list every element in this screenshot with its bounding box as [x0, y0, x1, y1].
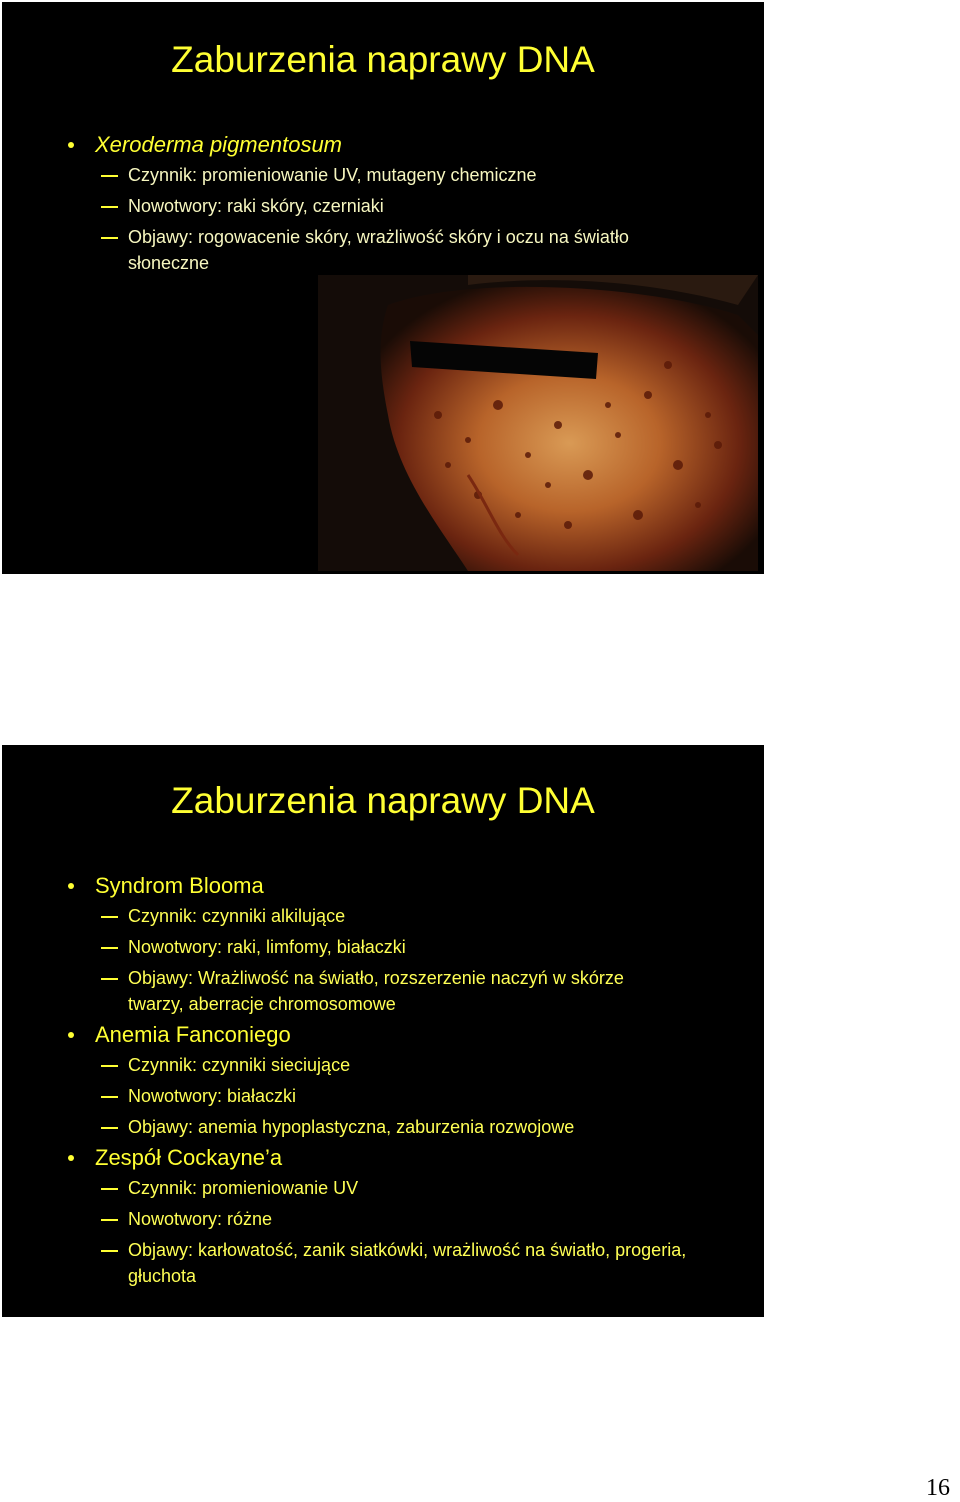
sub-tumors: Nowotwory: białaczki — [2, 1083, 742, 1109]
sub-tumors: Nowotwory: raki, limfomy, białaczki — [2, 934, 742, 960]
sub-symptoms: Objawy: Wrażliwość na światło, rozszerzenie naczyń w skórze twarzy, aberracje chromosomowe — [2, 965, 658, 1017]
sub-factor: Czynnik: czynniki sieciujące — [2, 1052, 742, 1078]
sub-tumors: Nowotwory: różne — [2, 1206, 742, 1232]
slide-xeroderma — [2, 2, 764, 574]
face-photo-illustration — [318, 275, 758, 571]
page-number: 16 — [926, 1475, 950, 1501]
sub-factor: Czynnik: promieniowanie UV, mutageny chemiczne — [2, 162, 742, 188]
sub-symptoms: Objawy: rogowacenie skóry, wrażliwość skóry i oczu na światło słoneczne — [2, 224, 648, 276]
slide-title: Zaburzenia naprawy DNA — [171, 39, 595, 80]
bullet-zespol-cockaynea: Zespół Cockayne’a — [2, 1143, 742, 1173]
sub-tumors: Nowotwory: raki skóry, czerniaki — [2, 193, 742, 219]
bullet-xeroderma-pigmentosum: Xeroderma pigmentosum — [2, 130, 742, 160]
patient-face-photo — [318, 275, 758, 571]
sub-factor: Czynnik: czynniki alkilujące — [2, 903, 742, 929]
slide-bloom-fanconi-cockayne — [2, 745, 764, 1317]
sub-symptoms: Objawy: anemia hypoplastyczna, zaburzenia rozwojowe — [2, 1114, 742, 1140]
slide-title: Zaburzenia naprawy DNA — [171, 780, 595, 821]
slide-content — [2, 130, 742, 276]
bullet-anemia-fanconiego: Anemia Fanconiego — [2, 1020, 742, 1050]
sub-factor: Czynnik: promieniowanie UV — [2, 1175, 742, 1201]
sub-symptoms: Objawy: karłowatość, zanik siatkówki, wrażliwość na światło, progeria, głuchota — [2, 1237, 718, 1289]
slide-content — [2, 871, 742, 1289]
bullet-syndrom-blooma: Syndrom Blooma — [2, 871, 742, 901]
